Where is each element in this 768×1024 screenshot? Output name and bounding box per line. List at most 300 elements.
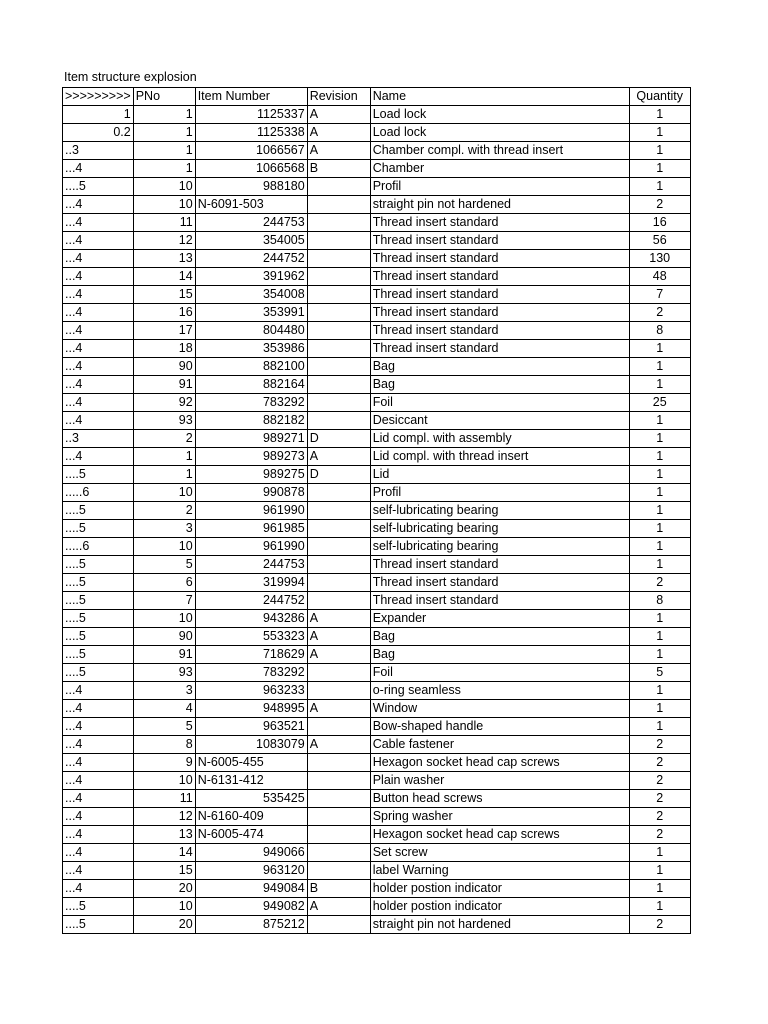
level-cell[interactable]: ....5 bbox=[63, 592, 134, 610]
quantity-cell[interactable]: 2 bbox=[629, 916, 690, 934]
revision-cell[interactable] bbox=[307, 520, 370, 538]
revision-cell[interactable] bbox=[307, 718, 370, 736]
item-number-cell[interactable]: 353991 bbox=[195, 304, 307, 322]
revision-cell[interactable] bbox=[307, 502, 370, 520]
item-number-cell[interactable]: 875212 bbox=[195, 916, 307, 934]
item-number-cell[interactable]: 1066568 bbox=[195, 160, 307, 178]
level-cell[interactable]: ..3 bbox=[63, 430, 134, 448]
pno-cell[interactable]: 14 bbox=[133, 268, 195, 286]
pno-cell[interactable]: 16 bbox=[133, 304, 195, 322]
item-number-cell[interactable]: N-6091-503 bbox=[195, 196, 307, 214]
pno-cell[interactable]: 92 bbox=[133, 394, 195, 412]
header-name[interactable]: Name bbox=[370, 88, 629, 106]
item-number-cell[interactable]: 391962 bbox=[195, 268, 307, 286]
level-cell[interactable]: ....5 bbox=[63, 556, 134, 574]
level-cell[interactable]: ....5 bbox=[63, 574, 134, 592]
item-number-cell[interactable]: 244752 bbox=[195, 250, 307, 268]
revision-cell[interactable] bbox=[307, 862, 370, 880]
quantity-cell[interactable]: 1 bbox=[629, 682, 690, 700]
header-quantity[interactable]: Quantity bbox=[629, 88, 690, 106]
quantity-cell[interactable]: 2 bbox=[629, 772, 690, 790]
revision-cell[interactable]: A bbox=[307, 610, 370, 628]
quantity-cell[interactable]: 56 bbox=[629, 232, 690, 250]
revision-cell[interactable] bbox=[307, 412, 370, 430]
name-cell[interactable]: straight pin not hardened bbox=[370, 196, 629, 214]
name-cell[interactable]: Bag bbox=[370, 646, 629, 664]
quantity-cell[interactable]: 8 bbox=[629, 322, 690, 340]
quantity-cell[interactable]: 2 bbox=[629, 304, 690, 322]
item-number-cell[interactable]: 535425 bbox=[195, 790, 307, 808]
quantity-cell[interactable]: 16 bbox=[629, 214, 690, 232]
level-cell[interactable]: .....6 bbox=[63, 538, 134, 556]
pno-cell[interactable]: 10 bbox=[133, 196, 195, 214]
item-number-cell[interactable]: 244753 bbox=[195, 556, 307, 574]
pno-cell[interactable]: 20 bbox=[133, 880, 195, 898]
quantity-cell[interactable]: 1 bbox=[629, 646, 690, 664]
name-cell[interactable]: Load lock bbox=[370, 106, 629, 124]
level-cell[interactable]: ...4 bbox=[63, 322, 134, 340]
quantity-cell[interactable]: 1 bbox=[629, 502, 690, 520]
level-cell[interactable]: ....5 bbox=[63, 646, 134, 664]
quantity-cell[interactable]: 130 bbox=[629, 250, 690, 268]
item-number-cell[interactable]: 949082 bbox=[195, 898, 307, 916]
level-cell[interactable]: ...4 bbox=[63, 214, 134, 232]
pno-cell[interactable]: 18 bbox=[133, 340, 195, 358]
name-cell[interactable]: Thread insert standard bbox=[370, 214, 629, 232]
quantity-cell[interactable]: 1 bbox=[629, 376, 690, 394]
name-cell[interactable]: Thread insert standard bbox=[370, 304, 629, 322]
level-cell[interactable]: ...4 bbox=[63, 880, 134, 898]
name-cell[interactable]: Bow-shaped handle bbox=[370, 718, 629, 736]
name-cell[interactable]: Thread insert standard bbox=[370, 250, 629, 268]
quantity-cell[interactable]: 8 bbox=[629, 592, 690, 610]
table-row bbox=[63, 538, 691, 556]
revision-cell[interactable] bbox=[307, 790, 370, 808]
table-row bbox=[63, 574, 691, 592]
revision-cell[interactable] bbox=[307, 592, 370, 610]
level-cell[interactable]: 1 bbox=[63, 106, 134, 124]
revision-cell[interactable]: A bbox=[307, 898, 370, 916]
quantity-cell[interactable]: 1 bbox=[629, 142, 690, 160]
header-revision[interactable]: Revision bbox=[307, 88, 370, 106]
quantity-cell[interactable]: 1 bbox=[629, 340, 690, 358]
name-cell[interactable]: Hexagon socket head cap screws bbox=[370, 826, 629, 844]
name-cell[interactable]: Thread insert standard bbox=[370, 286, 629, 304]
revision-cell[interactable] bbox=[307, 772, 370, 790]
name-cell[interactable]: Bag bbox=[370, 628, 629, 646]
name-cell[interactable]: o-ring seamless bbox=[370, 682, 629, 700]
item-number-cell[interactable]: 244752 bbox=[195, 592, 307, 610]
pno-cell[interactable]: 14 bbox=[133, 844, 195, 862]
name-cell[interactable]: Window bbox=[370, 700, 629, 718]
name-cell[interactable]: Thread insert standard bbox=[370, 592, 629, 610]
name-cell[interactable]: Thread insert standard bbox=[370, 322, 629, 340]
quantity-cell[interactable]: 1 bbox=[629, 124, 690, 142]
revision-cell[interactable]: B bbox=[307, 880, 370, 898]
quantity-cell[interactable]: 25 bbox=[629, 394, 690, 412]
pno-cell[interactable]: 1 bbox=[133, 448, 195, 466]
table-row bbox=[63, 880, 691, 898]
quantity-cell[interactable]: 1 bbox=[629, 898, 690, 916]
level-cell[interactable]: 0.2 bbox=[63, 124, 134, 142]
item-number-cell[interactable]: 354005 bbox=[195, 232, 307, 250]
name-cell[interactable]: Spring washer bbox=[370, 808, 629, 826]
revision-cell[interactable]: A bbox=[307, 736, 370, 754]
item-number-cell[interactable]: 1125337 bbox=[195, 106, 307, 124]
pno-cell[interactable]: 3 bbox=[133, 520, 195, 538]
table-row bbox=[63, 682, 691, 700]
item-number-cell[interactable]: 989271 bbox=[195, 430, 307, 448]
name-cell[interactable]: Hexagon socket head cap screws bbox=[370, 754, 629, 772]
name-cell[interactable]: self-lubricating bearing bbox=[370, 502, 629, 520]
level-cell[interactable]: ...4 bbox=[63, 700, 134, 718]
level-cell[interactable]: ...4 bbox=[63, 826, 134, 844]
pno-cell[interactable]: 10 bbox=[133, 178, 195, 196]
table-row bbox=[63, 826, 691, 844]
pno-cell[interactable]: 5 bbox=[133, 718, 195, 736]
name-cell[interactable]: Thread insert standard bbox=[370, 556, 629, 574]
revision-cell[interactable]: B bbox=[307, 160, 370, 178]
name-cell[interactable]: Desiccant bbox=[370, 412, 629, 430]
revision-cell[interactable]: A bbox=[307, 700, 370, 718]
quantity-cell[interactable]: 7 bbox=[629, 286, 690, 304]
item-number-cell[interactable]: 961990 bbox=[195, 502, 307, 520]
table-row bbox=[63, 844, 691, 862]
pno-cell[interactable]: 3 bbox=[133, 682, 195, 700]
item-number-cell[interactable]: 354008 bbox=[195, 286, 307, 304]
quantity-cell[interactable]: 1 bbox=[629, 862, 690, 880]
pno-cell[interactable]: 13 bbox=[133, 250, 195, 268]
level-cell[interactable]: ...4 bbox=[63, 736, 134, 754]
quantity-cell[interactable]: 2 bbox=[629, 790, 690, 808]
revision-cell[interactable] bbox=[307, 574, 370, 592]
name-cell[interactable]: Thread insert standard bbox=[370, 340, 629, 358]
table-row bbox=[63, 412, 691, 430]
quantity-cell[interactable]: 1 bbox=[629, 466, 690, 484]
table-row bbox=[63, 808, 691, 826]
revision-cell[interactable]: D bbox=[307, 430, 370, 448]
item-number-cell[interactable]: 1066567 bbox=[195, 142, 307, 160]
pno-cell[interactable]: 1 bbox=[133, 106, 195, 124]
level-cell[interactable]: ...4 bbox=[63, 808, 134, 826]
name-cell[interactable]: label Warning bbox=[370, 862, 629, 880]
level-cell[interactable]: ...4 bbox=[63, 340, 134, 358]
quantity-cell[interactable]: 1 bbox=[629, 538, 690, 556]
pno-cell[interactable]: 8 bbox=[133, 736, 195, 754]
item-number-cell[interactable]: 990878 bbox=[195, 484, 307, 502]
quantity-cell[interactable]: 1 bbox=[629, 610, 690, 628]
quantity-cell[interactable]: 1 bbox=[629, 106, 690, 124]
item-number-cell[interactable]: 943286 bbox=[195, 610, 307, 628]
revision-cell[interactable] bbox=[307, 214, 370, 232]
name-cell[interactable]: holder postion indicator bbox=[370, 898, 629, 916]
item-number-cell[interactable]: 882182 bbox=[195, 412, 307, 430]
revision-cell[interactable] bbox=[307, 664, 370, 682]
quantity-cell[interactable]: 1 bbox=[629, 880, 690, 898]
revision-cell[interactable] bbox=[307, 754, 370, 772]
name-cell[interactable]: Chamber compl. with thread insert bbox=[370, 142, 629, 160]
level-cell[interactable]: ...4 bbox=[63, 682, 134, 700]
level-cell[interactable]: ...4 bbox=[63, 394, 134, 412]
level-cell[interactable]: ...4 bbox=[63, 412, 134, 430]
quantity-cell[interactable]: 1 bbox=[629, 844, 690, 862]
item-number-cell[interactable]: 988180 bbox=[195, 178, 307, 196]
quantity-cell[interactable]: 1 bbox=[629, 718, 690, 736]
item-number-cell[interactable]: N-6005-474 bbox=[195, 826, 307, 844]
item-number-cell[interactable]: 718629 bbox=[195, 646, 307, 664]
quantity-cell[interactable]: 48 bbox=[629, 268, 690, 286]
level-cell[interactable]: ....5 bbox=[63, 502, 134, 520]
quantity-cell[interactable]: 1 bbox=[629, 520, 690, 538]
quantity-cell[interactable]: 1 bbox=[629, 484, 690, 502]
name-cell[interactable]: Lid bbox=[370, 466, 629, 484]
item-number-cell[interactable]: 783292 bbox=[195, 664, 307, 682]
name-cell[interactable]: Set screw bbox=[370, 844, 629, 862]
revision-cell[interactable] bbox=[307, 538, 370, 556]
revision-cell[interactable] bbox=[307, 196, 370, 214]
level-cell[interactable]: ...4 bbox=[63, 196, 134, 214]
pno-cell[interactable]: 1 bbox=[133, 466, 195, 484]
quantity-cell[interactable]: 1 bbox=[629, 448, 690, 466]
level-cell[interactable]: ...4 bbox=[63, 250, 134, 268]
revision-cell[interactable]: A bbox=[307, 628, 370, 646]
item-number-cell[interactable]: 963233 bbox=[195, 682, 307, 700]
name-cell[interactable]: Bag bbox=[370, 376, 629, 394]
pno-cell[interactable]: 12 bbox=[133, 808, 195, 826]
level-cell[interactable]: ...4 bbox=[63, 754, 134, 772]
name-cell[interactable]: Foil bbox=[370, 394, 629, 412]
table-row bbox=[63, 484, 691, 502]
pno-cell[interactable]: 10 bbox=[133, 538, 195, 556]
revision-cell[interactable] bbox=[307, 916, 370, 934]
level-cell[interactable]: ...4 bbox=[63, 160, 134, 178]
quantity-cell[interactable]: 5 bbox=[629, 664, 690, 682]
item-number-cell[interactable]: 804480 bbox=[195, 322, 307, 340]
item-number-cell[interactable]: 961985 bbox=[195, 520, 307, 538]
table-row bbox=[63, 196, 691, 214]
level-cell[interactable]: ...4 bbox=[63, 358, 134, 376]
revision-cell[interactable] bbox=[307, 340, 370, 358]
revision-cell[interactable] bbox=[307, 484, 370, 502]
name-cell[interactable]: Cable fastener bbox=[370, 736, 629, 754]
pno-cell[interactable]: 15 bbox=[133, 862, 195, 880]
level-cell[interactable]: ...4 bbox=[63, 772, 134, 790]
revision-cell[interactable] bbox=[307, 682, 370, 700]
level-cell[interactable]: ...4 bbox=[63, 232, 134, 250]
level-cell[interactable]: ...4 bbox=[63, 376, 134, 394]
table-row bbox=[63, 142, 691, 160]
quantity-cell[interactable]: 1 bbox=[629, 430, 690, 448]
pno-cell[interactable]: 15 bbox=[133, 286, 195, 304]
item-number-cell[interactable]: 949084 bbox=[195, 880, 307, 898]
level-cell[interactable]: ....5 bbox=[63, 178, 134, 196]
revision-cell[interactable]: A bbox=[307, 448, 370, 466]
quantity-cell[interactable]: 1 bbox=[629, 178, 690, 196]
name-cell[interactable]: Lid compl. with thread insert bbox=[370, 448, 629, 466]
name-cell[interactable]: Lid compl. with assembly bbox=[370, 430, 629, 448]
level-cell[interactable]: ...4 bbox=[63, 718, 134, 736]
pno-cell[interactable]: 6 bbox=[133, 574, 195, 592]
level-cell[interactable]: ....5 bbox=[63, 610, 134, 628]
table-row bbox=[63, 592, 691, 610]
name-cell[interactable]: Button head screws bbox=[370, 790, 629, 808]
quantity-cell[interactable]: 2 bbox=[629, 196, 690, 214]
name-cell[interactable]: Foil bbox=[370, 664, 629, 682]
level-cell[interactable]: ....5 bbox=[63, 520, 134, 538]
pno-cell[interactable]: 2 bbox=[133, 502, 195, 520]
item-number-cell[interactable]: 244753 bbox=[195, 214, 307, 232]
quantity-cell[interactable]: 2 bbox=[629, 754, 690, 772]
item-number-cell[interactable]: 989275 bbox=[195, 466, 307, 484]
name-cell[interactable]: Load lock bbox=[370, 124, 629, 142]
level-cell[interactable]: ...4 bbox=[63, 844, 134, 862]
pno-cell[interactable]: 91 bbox=[133, 376, 195, 394]
pno-cell[interactable]: 17 bbox=[133, 322, 195, 340]
revision-cell[interactable] bbox=[307, 268, 370, 286]
item-number-cell[interactable]: 948995 bbox=[195, 700, 307, 718]
pno-cell[interactable]: 10 bbox=[133, 610, 195, 628]
revision-cell[interactable] bbox=[307, 250, 370, 268]
pno-cell[interactable]: 20 bbox=[133, 916, 195, 934]
pno-cell[interactable]: 11 bbox=[133, 214, 195, 232]
level-cell[interactable]: ...4 bbox=[63, 268, 134, 286]
revision-cell[interactable] bbox=[307, 826, 370, 844]
item-number-cell[interactable]: 319994 bbox=[195, 574, 307, 592]
item-number-cell[interactable]: 1125338 bbox=[195, 124, 307, 142]
pno-cell[interactable]: 1 bbox=[133, 142, 195, 160]
quantity-cell[interactable]: 1 bbox=[629, 412, 690, 430]
item-number-cell[interactable]: 1083079 bbox=[195, 736, 307, 754]
name-cell[interactable]: Profil bbox=[370, 178, 629, 196]
level-cell[interactable]: ...4 bbox=[63, 448, 134, 466]
revision-cell[interactable] bbox=[307, 556, 370, 574]
revision-cell[interactable] bbox=[307, 322, 370, 340]
level-cell[interactable]: ....5 bbox=[63, 898, 134, 916]
pno-cell[interactable]: 91 bbox=[133, 646, 195, 664]
table-row bbox=[63, 106, 691, 124]
name-cell[interactable]: straight pin not hardened bbox=[370, 916, 629, 934]
quantity-cell[interactable]: 2 bbox=[629, 736, 690, 754]
quantity-cell[interactable]: 2 bbox=[629, 808, 690, 826]
item-number-cell[interactable]: 949066 bbox=[195, 844, 307, 862]
pno-cell[interactable]: 11 bbox=[133, 790, 195, 808]
item-number-cell[interactable]: 882164 bbox=[195, 376, 307, 394]
level-cell[interactable]: ....5 bbox=[63, 466, 134, 484]
pno-cell[interactable]: 90 bbox=[133, 358, 195, 376]
level-cell[interactable]: ...4 bbox=[63, 862, 134, 880]
item-number-cell[interactable]: 961990 bbox=[195, 538, 307, 556]
pno-cell[interactable]: 10 bbox=[133, 898, 195, 916]
revision-cell[interactable] bbox=[307, 178, 370, 196]
revision-cell[interactable] bbox=[307, 394, 370, 412]
item-number-cell[interactable]: 353986 bbox=[195, 340, 307, 358]
table-row bbox=[63, 124, 691, 142]
quantity-cell[interactable]: 2 bbox=[629, 574, 690, 592]
quantity-cell[interactable]: 1 bbox=[629, 628, 690, 646]
level-cell[interactable]: ..3 bbox=[63, 142, 134, 160]
name-cell[interactable]: Chamber bbox=[370, 160, 629, 178]
pno-cell[interactable]: 1 bbox=[133, 160, 195, 178]
table-row bbox=[63, 916, 691, 934]
pno-cell[interactable]: 93 bbox=[133, 412, 195, 430]
revision-cell[interactable]: A bbox=[307, 106, 370, 124]
table-row bbox=[63, 340, 691, 358]
name-cell[interactable]: self-lubricating bearing bbox=[370, 538, 629, 556]
header-item-number[interactable]: Item Number bbox=[195, 88, 307, 106]
quantity-cell[interactable]: 1 bbox=[629, 160, 690, 178]
pno-cell[interactable]: 10 bbox=[133, 484, 195, 502]
revision-cell[interactable] bbox=[307, 844, 370, 862]
level-cell[interactable]: ...4 bbox=[63, 790, 134, 808]
revision-cell[interactable] bbox=[307, 232, 370, 250]
pno-cell[interactable]: 2 bbox=[133, 430, 195, 448]
header-level[interactable]: >>>>>>>>> bbox=[63, 88, 134, 106]
pno-cell[interactable]: 13 bbox=[133, 826, 195, 844]
quantity-cell[interactable]: 1 bbox=[629, 700, 690, 718]
name-cell[interactable]: Thread insert standard bbox=[370, 574, 629, 592]
revision-cell[interactable]: A bbox=[307, 124, 370, 142]
level-cell[interactable]: ...4 bbox=[63, 304, 134, 322]
name-cell[interactable]: self-lubricating bearing bbox=[370, 520, 629, 538]
pno-cell[interactable]: 4 bbox=[133, 700, 195, 718]
quantity-cell[interactable]: 1 bbox=[629, 556, 690, 574]
name-cell[interactable]: holder postion indicator bbox=[370, 880, 629, 898]
quantity-cell[interactable]: 2 bbox=[629, 826, 690, 844]
item-number-cell[interactable]: N-6005-455 bbox=[195, 754, 307, 772]
name-cell[interactable]: Plain washer bbox=[370, 772, 629, 790]
item-number-cell[interactable]: 963521 bbox=[195, 718, 307, 736]
pno-cell[interactable]: 12 bbox=[133, 232, 195, 250]
level-cell[interactable]: ....5 bbox=[63, 664, 134, 682]
revision-cell[interactable]: A bbox=[307, 646, 370, 664]
pno-cell[interactable]: 7 bbox=[133, 592, 195, 610]
name-cell[interactable]: Profil bbox=[370, 484, 629, 502]
pno-cell[interactable]: 93 bbox=[133, 664, 195, 682]
header-pno[interactable]: PNo bbox=[133, 88, 195, 106]
item-number-cell[interactable]: N-6160-409 bbox=[195, 808, 307, 826]
name-cell[interactable]: Thread insert standard bbox=[370, 232, 629, 250]
level-cell[interactable]: .....6 bbox=[63, 484, 134, 502]
pno-cell[interactable]: 90 bbox=[133, 628, 195, 646]
revision-cell[interactable] bbox=[307, 358, 370, 376]
level-cell[interactable]: ...4 bbox=[63, 286, 134, 304]
item-number-cell[interactable]: N-6131-412 bbox=[195, 772, 307, 790]
pno-cell[interactable]: 10 bbox=[133, 772, 195, 790]
item-number-cell[interactable]: 882100 bbox=[195, 358, 307, 376]
item-number-cell[interactable]: 989273 bbox=[195, 448, 307, 466]
item-number-cell[interactable]: 553323 bbox=[195, 628, 307, 646]
name-cell[interactable]: Thread insert standard bbox=[370, 268, 629, 286]
item-number-cell[interactable]: 783292 bbox=[195, 394, 307, 412]
table-row bbox=[63, 214, 691, 232]
name-cell[interactable]: Expander bbox=[370, 610, 629, 628]
level-cell[interactable]: ....5 bbox=[63, 628, 134, 646]
revision-cell[interactable] bbox=[307, 808, 370, 826]
pno-cell[interactable]: 9 bbox=[133, 754, 195, 772]
quantity-cell[interactable]: 1 bbox=[629, 358, 690, 376]
level-cell[interactable]: ....5 bbox=[63, 916, 134, 934]
table-row bbox=[63, 394, 691, 412]
pno-cell[interactable]: 5 bbox=[133, 556, 195, 574]
pno-cell[interactable]: 1 bbox=[133, 124, 195, 142]
revision-cell[interactable] bbox=[307, 376, 370, 394]
name-cell[interactable]: Bag bbox=[370, 358, 629, 376]
revision-cell[interactable] bbox=[307, 286, 370, 304]
item-number-cell[interactable]: 963120 bbox=[195, 862, 307, 880]
revision-cell[interactable] bbox=[307, 304, 370, 322]
revision-cell[interactable]: D bbox=[307, 466, 370, 484]
revision-cell[interactable]: A bbox=[307, 142, 370, 160]
